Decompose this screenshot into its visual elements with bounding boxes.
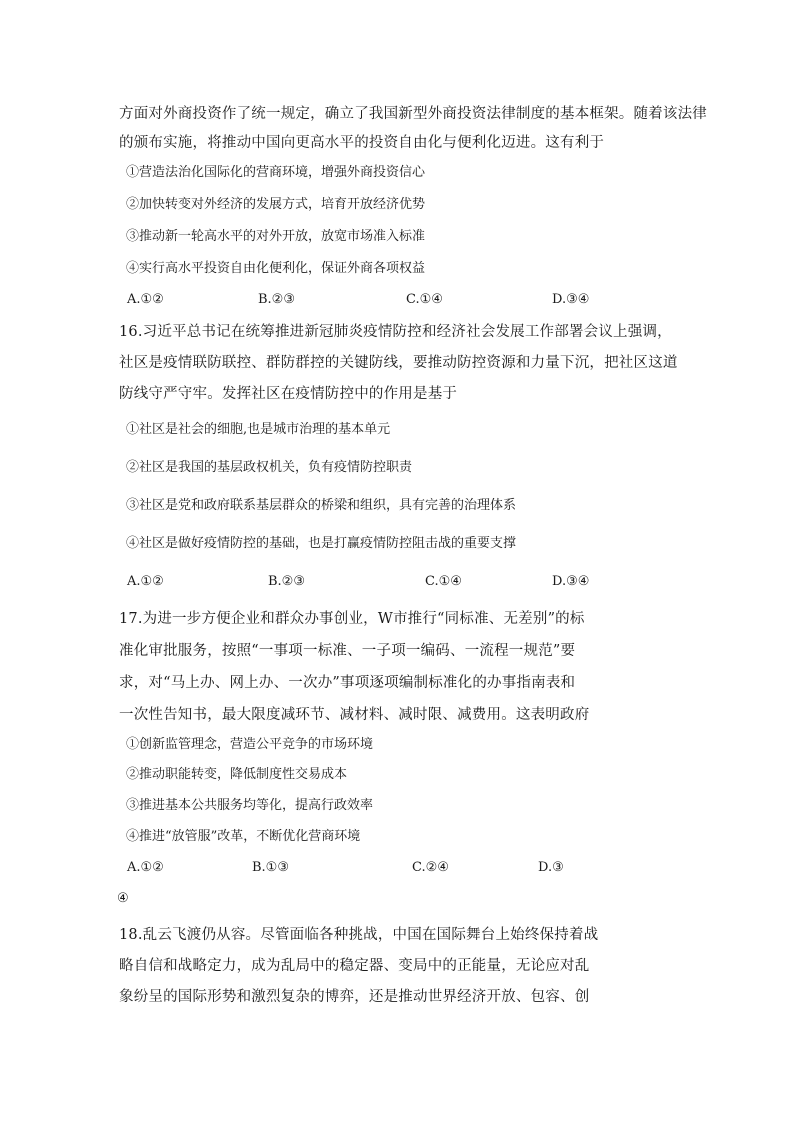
q17-option-1: ①创新监管理念，营造公平竞争的市场环境 bbox=[126, 737, 374, 752]
q15-option-2: ②加快转变对外经济的发展方式，培育开放经济优势 bbox=[126, 197, 426, 212]
q16-choice-d: D.③④ bbox=[552, 574, 590, 589]
q15-choice-b: B.②③ bbox=[258, 292, 295, 307]
q16-choice-c: C.①④ bbox=[425, 574, 462, 589]
q17-stem-line-1: 17.为进一步方便企业和群众办事创业，W市推行“同标准、无差别”的标 bbox=[119, 611, 585, 627]
q18-stem-line-2: 略自信和战略定力，成为乱局中的稳定器、变局中的正能量，无论应对乱 bbox=[119, 958, 590, 974]
q15-choice-d: D.③④ bbox=[552, 292, 590, 307]
q15-choice-a: A.①② bbox=[127, 292, 164, 307]
q15-option-3: ③推动新一轮高水平的对外开放，放宽市场准入标准 bbox=[126, 229, 426, 244]
q15-option-4: ④实行高水平投资自由化便利化，保证外商各项权益 bbox=[126, 261, 426, 276]
q15-choice-c: C.①④ bbox=[406, 292, 443, 307]
q17-option-3: ③推进基本公共服务均等化，提高行政效率 bbox=[126, 798, 374, 813]
q15-stem-line-2: 的颁布实施，将推动中国向更高水平的投资自由化与便利化迈进。这有利于 bbox=[119, 135, 605, 151]
q16-stem-line-1: 16.习近平总书记在统筹推进新冠肺炎疫情防控和经济社会发展工作部署会议上强调， bbox=[119, 324, 672, 340]
q17-option-2: ②推动职能转变，降低制度性交易成本 bbox=[126, 767, 348, 782]
q16-option-4: ④社区是做好疫情防控的基础，也是打赢疫情防控阻击战的重要支撑 bbox=[126, 536, 517, 551]
q17-choice-a: A.①② bbox=[127, 860, 164, 875]
q16-choice-b: B.②③ bbox=[268, 574, 305, 589]
q18-stem-line-1: 18.乱云飞渡仍从容。尽管面临各种挑战，中国在国际舞台上始终保持着战 bbox=[119, 927, 599, 943]
q17-option-4: ④推进“放管服”改革，不断优化营商环境 bbox=[126, 829, 361, 844]
q15-option-1: ①营造法治化国际化的营商环境，增强外商投资信心 bbox=[126, 165, 426, 180]
q17-stem-line-2: 准化审批服务，按照“一事项一标准、一子项一编码、一流程一规范”要 bbox=[119, 643, 576, 659]
q18-stem-line-3: 象纷呈的国际形势和激烈复杂的博弈，还是推动世界经济开放、包容、创 bbox=[119, 989, 590, 1005]
q16-option-1: ①社区是社会的细胞,也是城市治理的基本单元 bbox=[126, 422, 391, 437]
q16-option-3: ③社区是党和政府联系基层群众的桥梁和组织，具有完善的治理体系 bbox=[126, 498, 517, 513]
q17-choice-b: B.①③ bbox=[252, 860, 289, 875]
q17-choice-c: C.②④ bbox=[412, 860, 449, 875]
q16-stem-line-2: 社区是疫情联防联控、群防群控的关键防线，要推动防控资源和力量下沉，把社区这道 bbox=[119, 355, 678, 371]
q16-option-2: ②社区是我国的基层政权机关，负有疫情防控职责 bbox=[126, 460, 413, 475]
q15-stem-line-1: 方面对外商投资作了统一规定，确立了我国新型外商投资法律制度的基本框架。随着该法律 bbox=[119, 106, 707, 122]
q17-stem-line-3: 求，对“马上办、网上办、一次办”事项逐项编制标准化的办事指南表和 bbox=[119, 675, 576, 691]
q16-stem-line-3: 防线守严守牢。发挥社区在疫情防控中的作用是基于 bbox=[119, 386, 458, 402]
q17-choice-d: D.③ bbox=[538, 860, 564, 875]
q17-stem-line-4: 一次性告知书，最大限度减环节、减材料、减时限、减费用。这表明政府 bbox=[119, 707, 590, 723]
q16-choice-a: A.①② bbox=[127, 574, 164, 589]
q17-choice-d-wrap: ④ bbox=[117, 891, 129, 906]
